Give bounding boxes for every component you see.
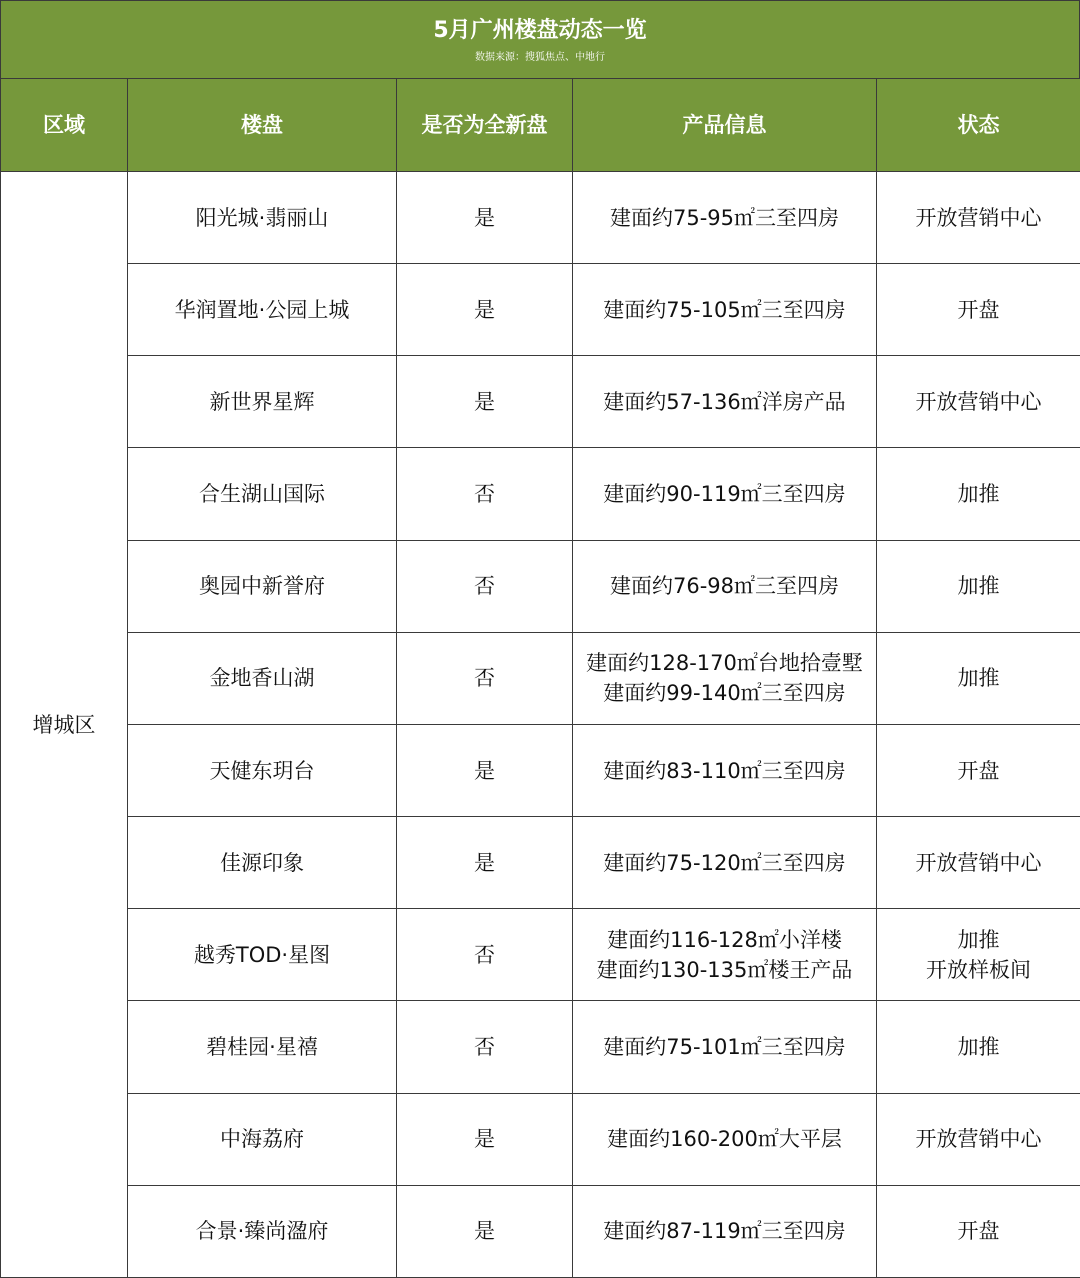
status-line: 加推 [957, 666, 1000, 691]
header-row [1, 79, 1080, 172]
project-name-cell: 奥园中新誉府 [128, 540, 397, 632]
product-info-cell [573, 540, 877, 632]
status-line: 加推 [957, 482, 1000, 507]
product-info-line: 建面约128-170㎡台地拾壹墅 [586, 651, 863, 676]
data-source: 数据来源：搜狐焦点、中地行 [475, 52, 605, 63]
table-row [1, 724, 1080, 816]
table-row [1, 356, 1080, 448]
is-new-cell: 否 [397, 909, 573, 1001]
product-info-line: 建面约83-110㎡三至四房 [603, 758, 846, 783]
product-info-line: 建面约116-128㎡小洋楼 [607, 927, 842, 952]
title-bar [0, 0, 1080, 78]
is-new-cell: 否 [397, 632, 573, 724]
product-info-cell [573, 817, 877, 909]
column-header-status: 状态 [877, 79, 1080, 172]
status-cell [877, 817, 1080, 909]
table-row [1, 1001, 1080, 1093]
status-line: 开盘 [957, 1219, 1000, 1244]
is-new-cell: 是 [397, 1185, 573, 1277]
product-info-line: 建面约90-119㎡三至四房 [603, 482, 846, 507]
project-name-cell: 合生湖山国际 [128, 448, 397, 540]
table-row [1, 1185, 1080, 1277]
status-line: 开放营销中心 [915, 205, 1042, 230]
is-new-cell: 否 [397, 1001, 573, 1093]
status-line: 开放营销中心 [915, 850, 1042, 875]
product-info-cell [573, 1093, 877, 1185]
district-cell: 增城区 [1, 172, 128, 1278]
status-line: 加推 [957, 574, 1000, 599]
is-new-cell: 是 [397, 1093, 573, 1185]
is-new-cell: 是 [397, 264, 573, 356]
product-info-line: 建面约75-95㎡三至四房 [609, 205, 840, 230]
status-cell [877, 1001, 1080, 1093]
product-info-cell [573, 448, 877, 540]
product-info-line: 建面约130-135㎡楼王产品 [596, 957, 853, 982]
table-row [1, 448, 1080, 540]
status-line: 开盘 [957, 758, 1000, 783]
status-line: 开放营销中心 [915, 1127, 1042, 1152]
status-line: 加推 [957, 927, 1000, 952]
product-info-cell [573, 909, 877, 1001]
product-info-cell [573, 1001, 877, 1093]
is-new-cell: 是 [397, 356, 573, 448]
project-name-cell: 阳光城·翡丽山 [128, 172, 397, 264]
project-name-cell: 合景·臻尚溋府 [128, 1185, 397, 1277]
table-row [1, 817, 1080, 909]
product-info-line: 建面约75-105㎡三至四房 [603, 297, 846, 322]
table-body [1, 172, 1080, 1278]
product-info-line: 建面约87-119㎡三至四房 [603, 1219, 846, 1244]
status-cell [877, 448, 1080, 540]
status-cell [877, 909, 1080, 1001]
product-info-cell [573, 632, 877, 724]
status-cell [877, 632, 1080, 724]
status-cell [877, 540, 1080, 632]
project-name-cell: 华润置地·公园上城 [128, 264, 397, 356]
is-new-cell: 否 [397, 540, 573, 632]
product-info-cell [573, 724, 877, 816]
status-cell [877, 1185, 1080, 1277]
project-name-cell: 新世界星辉 [128, 356, 397, 448]
is-new-cell: 是 [397, 817, 573, 909]
product-info-line: 建面约76-98㎡三至四房 [609, 574, 840, 599]
status-line: 加推 [957, 1034, 1000, 1059]
status-cell [877, 1093, 1080, 1185]
product-info-line: 建面约160-200㎡大平层 [607, 1127, 842, 1152]
status-cell [877, 172, 1080, 264]
is-new-cell: 是 [397, 724, 573, 816]
status-cell [877, 356, 1080, 448]
project-name-cell: 中海荔府 [128, 1093, 397, 1185]
status-cell [877, 724, 1080, 816]
table-title: 5月广州楼盘动态一览 [433, 18, 647, 43]
column-header-project: 楼盘 [128, 79, 397, 172]
column-header-is-new: 是否为全新盘 [397, 79, 573, 172]
project-name-cell: 金地香山湖 [128, 632, 397, 724]
table-row [1, 632, 1080, 724]
listing-table [0, 78, 1080, 1278]
status-line: 开放营销中心 [915, 389, 1042, 414]
product-info-line: 建面约99-140㎡三至四房 [603, 681, 846, 706]
project-name-cell: 越秀TOD·星图 [128, 909, 397, 1001]
product-info-cell [573, 264, 877, 356]
table-row [1, 909, 1080, 1001]
status-line: 开盘 [957, 297, 1000, 322]
product-info-line: 建面约57-136㎡洋房产品 [603, 389, 846, 414]
product-info-cell [573, 172, 877, 264]
column-header-district: 区域 [1, 79, 128, 172]
product-info-cell [573, 1185, 877, 1277]
project-name-cell: 天健东玥台 [128, 724, 397, 816]
status-cell [877, 264, 1080, 356]
table-row [1, 172, 1080, 264]
table-row [1, 540, 1080, 632]
product-info-line: 建面约75-101㎡三至四房 [603, 1034, 846, 1059]
column-header-product: 产品信息 [573, 79, 877, 172]
table-row [1, 264, 1080, 356]
is-new-cell: 是 [397, 172, 573, 264]
product-info-cell [573, 356, 877, 448]
project-name-cell: 碧桂园·星禧 [128, 1001, 397, 1093]
table-row [1, 1093, 1080, 1185]
is-new-cell: 否 [397, 448, 573, 540]
project-name-cell: 佳源印象 [128, 817, 397, 909]
status-line: 开放样板间 [926, 957, 1031, 982]
product-info-line: 建面约75-120㎡三至四房 [603, 850, 846, 875]
